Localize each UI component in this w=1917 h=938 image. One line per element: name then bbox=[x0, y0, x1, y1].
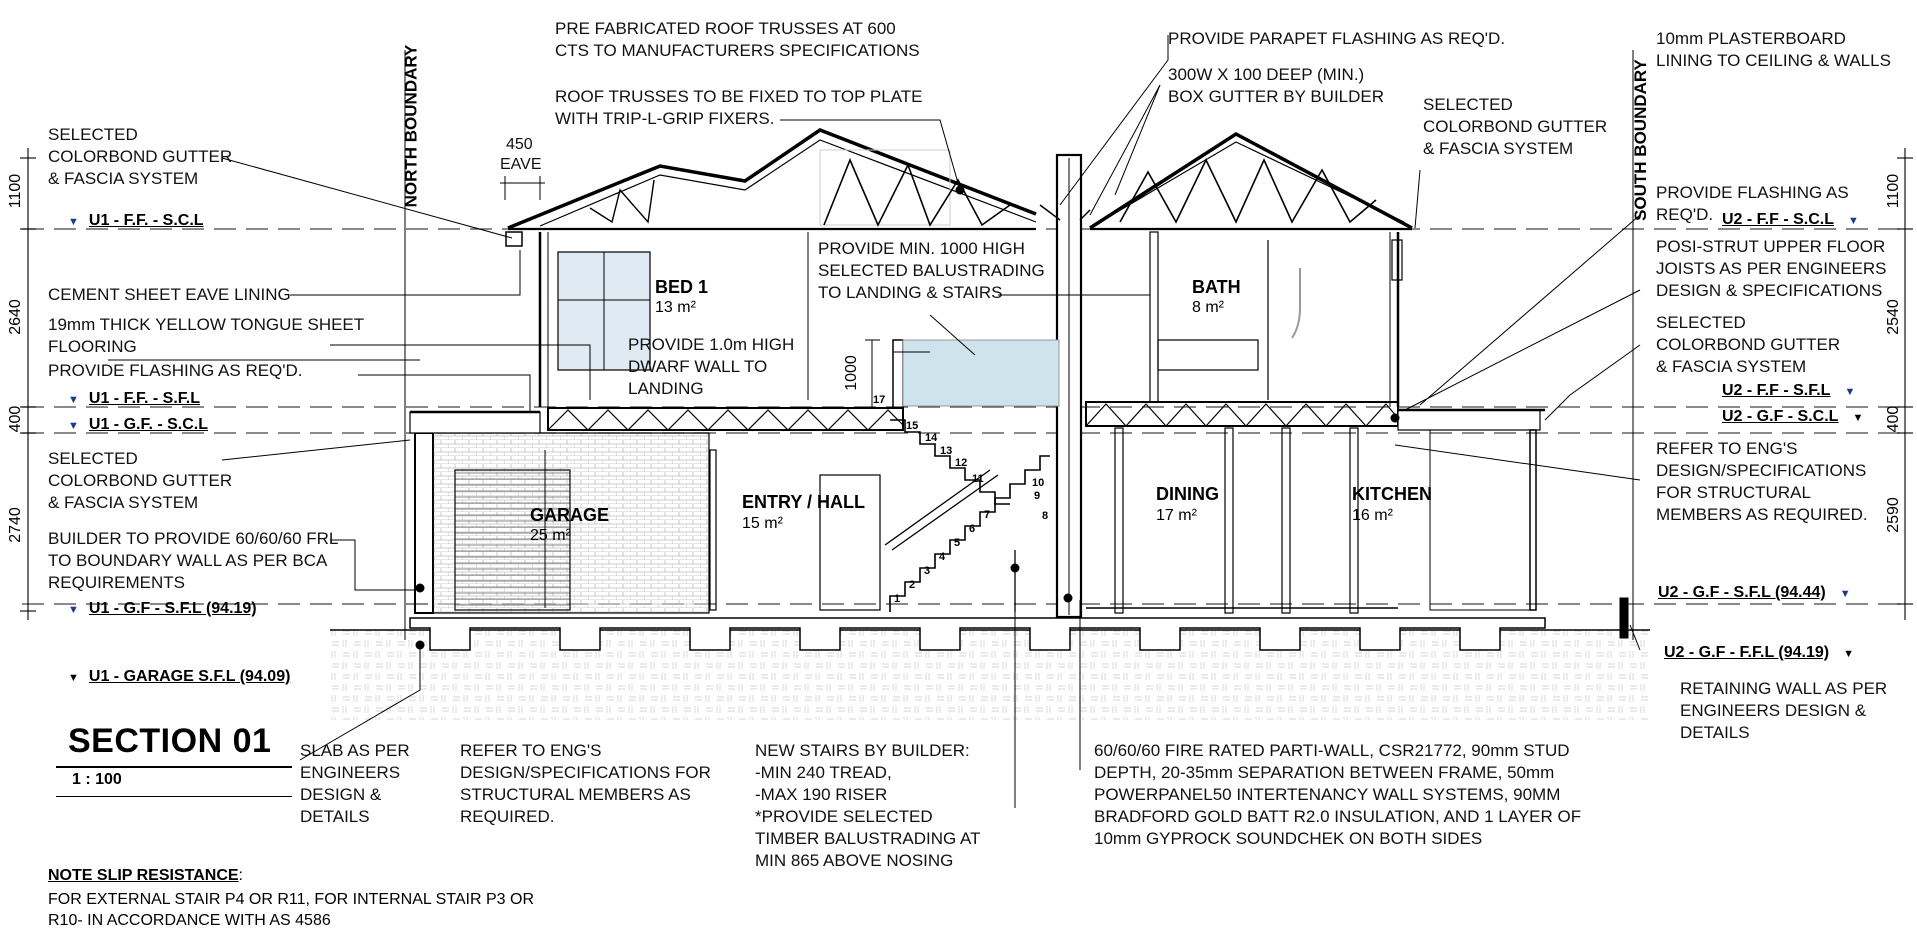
level-u2-ff-sfl: U2 - F.F - S.F.L ▼ bbox=[1722, 382, 1856, 399]
room-bed1-area: 13 m² bbox=[655, 299, 696, 316]
stair-number: 17 bbox=[873, 394, 886, 406]
right-dim-2540: 2540 bbox=[1885, 299, 1902, 335]
room-bed1-name: BED 1 bbox=[655, 277, 709, 297]
level-u2-gf-sfl: U2 - G.F - S.F.L (94.44) ▼ bbox=[1658, 584, 1851, 601]
note-slab: SLAB AS PER ENGINEERS DESIGN & DETAILS bbox=[300, 741, 410, 826]
right-dim-2590: 2590 bbox=[1885, 497, 1902, 533]
ground-soil bbox=[330, 630, 1650, 720]
eave-dimension bbox=[500, 176, 545, 200]
level-u1-gf-sfl: ▼ U1 - G.F - S.F.L (94.19) bbox=[68, 600, 257, 617]
room-bath-area: 8 m² bbox=[1192, 299, 1224, 316]
room-dining-name: DINING bbox=[1156, 484, 1219, 504]
stair-number: 6 bbox=[969, 523, 976, 535]
left-dim-2740: 2740 bbox=[7, 507, 24, 543]
eave-label: EAVE bbox=[500, 156, 542, 173]
right-dim-400: 400 bbox=[1885, 405, 1902, 433]
level-u1-gf-scl: ▼ U1 - G.F. - S.C.L bbox=[68, 416, 209, 433]
note-dwarf-wall: PROVIDE 1.0m HIGH DWARF WALL TO LANDING bbox=[628, 335, 795, 398]
note-parti-wall: 60/60/60 FIRE RATED PARTI-WALL, CSR21772, 90mm STUD DEPTH, 20-35mm SEPARATION BETWEEN FRAME, 50mm POWERPANEL50 INTERTENANCY WALL SYSTEMS, 90MM BRADFORD GOLD BATT R2.0 INSULATION, AND 1 LAYER OF 10mm GYPROCK SOUNDCHEK ON BOTH SIDES bbox=[1094, 741, 1582, 848]
note-retaining: RETAINING WALL AS PER ENGINEERS DESIGN & DETAILS bbox=[1680, 679, 1888, 742]
stair-number: 7 bbox=[984, 509, 991, 521]
u2-ground-floor bbox=[1086, 410, 1545, 613]
note-eng-bottom: REFER TO ENG'S DESIGN/SPECIFICATIONS FOR STRUCTURAL MEMBERS AS REQUIRED. bbox=[460, 741, 711, 826]
room-bath-name: BATH bbox=[1192, 277, 1241, 297]
slip-text: FOR EXTERNAL STAIR P4 OR R11, FOR INTERNAL STAIR P3 OR R10- IN ACCORDANCE WITH AS 4586 bbox=[48, 891, 535, 929]
room-entry-area: 15 m² bbox=[742, 515, 783, 532]
room-kitchen-area: 16 m² bbox=[1352, 507, 1393, 524]
note-flashing-left: PROVIDE FLASHING AS REQ'D. bbox=[48, 361, 303, 380]
room-kitchen-name: KITCHEN bbox=[1352, 484, 1432, 504]
room-entry-name: ENTRY / HALL bbox=[742, 492, 866, 512]
stair-number: 3 bbox=[924, 565, 931, 577]
stair-number: 2 bbox=[909, 579, 916, 591]
stair-number: 10 bbox=[1032, 477, 1045, 489]
note-plasterboard: 10mm PLASTERBOARD LINING TO CEILING & WALLS bbox=[1656, 29, 1891, 70]
stair-number: 4 bbox=[939, 551, 946, 563]
note-frl: BUILDER TO PROVIDE 60/60/60 FRL TO BOUNDARY WALL AS PER BCA REQUIREMENTS bbox=[48, 529, 339, 592]
note-stairs: NEW STAIRS BY BUILDER: -MIN 240 TREAD, -MAX 190 RISER *PROVIDE SELECTED TIMBER BALUSTRADING AT MIN 865 ABOVE NOSING bbox=[755, 741, 981, 870]
note-balustrade: PROVIDE MIN. 1000 HIGH SELECTED BALUSTRADING TO LANDING & STAIRS bbox=[818, 239, 1045, 302]
room-dining-area: 17 m² bbox=[1156, 507, 1197, 524]
u2-upper-floor bbox=[1086, 232, 1402, 426]
level-u2-gf-ffl: U2 - G.F - F.F.L (94.19) ▼ bbox=[1664, 644, 1854, 661]
balustrade-glass bbox=[903, 340, 1059, 406]
scale-underline bbox=[56, 796, 292, 797]
note-cement-sheet: CEMENT SHEET EAVE LINING bbox=[48, 285, 291, 304]
u2-roof bbox=[1090, 134, 1412, 229]
note-flooring: 19mm THICK YELLOW TONGUE SHEET FLOORING bbox=[48, 315, 365, 356]
right-dim-1100: 1100 bbox=[1885, 173, 1902, 209]
note-gutter-left-low: SELECTED COLORBOND GUTTER & FASCIA SYSTEM bbox=[48, 449, 233, 512]
note-gutter-left-top: SELECTED COLORBOND GUTTER & FASCIA SYSTEM bbox=[48, 125, 233, 188]
stair-number: 1 bbox=[894, 593, 901, 605]
left-dim-400: 400 bbox=[7, 405, 24, 433]
note-truss-fix: ROOF TRUSSES TO BE FIXED TO TOP PLATE WITH TRIP-L-GRIP FIXERS. bbox=[555, 87, 923, 128]
level-u1-garage: ▼ U1 - GARAGE S.F.L (94.09) bbox=[68, 668, 291, 685]
stair-number: 5 bbox=[954, 537, 961, 549]
balustrade-dim-1000: 1000 bbox=[843, 355, 860, 391]
stair-number: 8 bbox=[1042, 510, 1049, 522]
eave-value: 450 bbox=[506, 136, 533, 153]
stair-number: 12 bbox=[955, 457, 968, 469]
stair-number: 15 bbox=[906, 420, 919, 432]
section-scale: 1 : 100 bbox=[72, 771, 122, 788]
stair-number: 14 bbox=[925, 432, 938, 444]
note-box-gutter: 300W X 100 DEEP (MIN.) BOX GUTTER BY BUILDER bbox=[1168, 65, 1385, 106]
stair-number: 11 bbox=[972, 473, 984, 485]
level-u1-ff-sfl: ▼ U1 - F.F. - S.F.L bbox=[68, 390, 201, 407]
note-eng-right: REFER TO ENG'S DESIGN/SPECIFICATIONS FOR STRUCTURAL MEMBERS AS REQUIRED. bbox=[1656, 439, 1868, 524]
left-dim-2640: 2640 bbox=[7, 299, 24, 335]
stair-number: 13 bbox=[940, 445, 953, 457]
left-dim-1100: 1100 bbox=[7, 173, 24, 209]
note-parapet: PROVIDE PARAPET FLASHING AS REQ'D. bbox=[1168, 29, 1506, 48]
room-garage-area: 25 m² bbox=[530, 527, 571, 544]
section-title: SECTION 01 bbox=[68, 722, 272, 760]
note-gutter-right-top: SELECTED COLORBOND GUTTER & FASCIA SYSTEM bbox=[1423, 95, 1608, 158]
stair-number: 9 bbox=[1034, 490, 1041, 502]
level-u1-ff-scl: ▼ U1 - F.F. - S.C.L bbox=[68, 212, 204, 229]
note-roof-trusses: PRE FABRICATED ROOF TRUSSES AT 600 CTS TO MANUFACTURERS SPECIFICATIONS bbox=[555, 19, 920, 60]
level-u2-gf-scl: U2 - G.F - S.C.L ▼ bbox=[1722, 408, 1864, 425]
north-boundary-label: NORTH BOUNDARY bbox=[401, 44, 421, 208]
room-garage-name: GARAGE bbox=[530, 505, 610, 525]
note-gutter-right-mid: SELECTED COLORBOND GUTTER & FASCIA SYSTEM bbox=[1656, 313, 1841, 376]
level-u2-ff-scl: U2 - F.F - S.C.L ▼ bbox=[1722, 211, 1859, 228]
south-boundary-label: SOUTH BOUNDARY bbox=[1630, 59, 1650, 221]
title-underline bbox=[56, 766, 292, 768]
note-flashing-right: PROVIDE FLASHING AS REQ'D. bbox=[1656, 183, 1849, 224]
slip-heading: NOTE SLIP RESISTANCE: bbox=[48, 867, 243, 884]
note-posi-strut: POSI-STRUT UPPER FLOOR JOISTS AS PER ENGINEERS DESIGN & SPECIFICATIONS bbox=[1656, 237, 1887, 300]
